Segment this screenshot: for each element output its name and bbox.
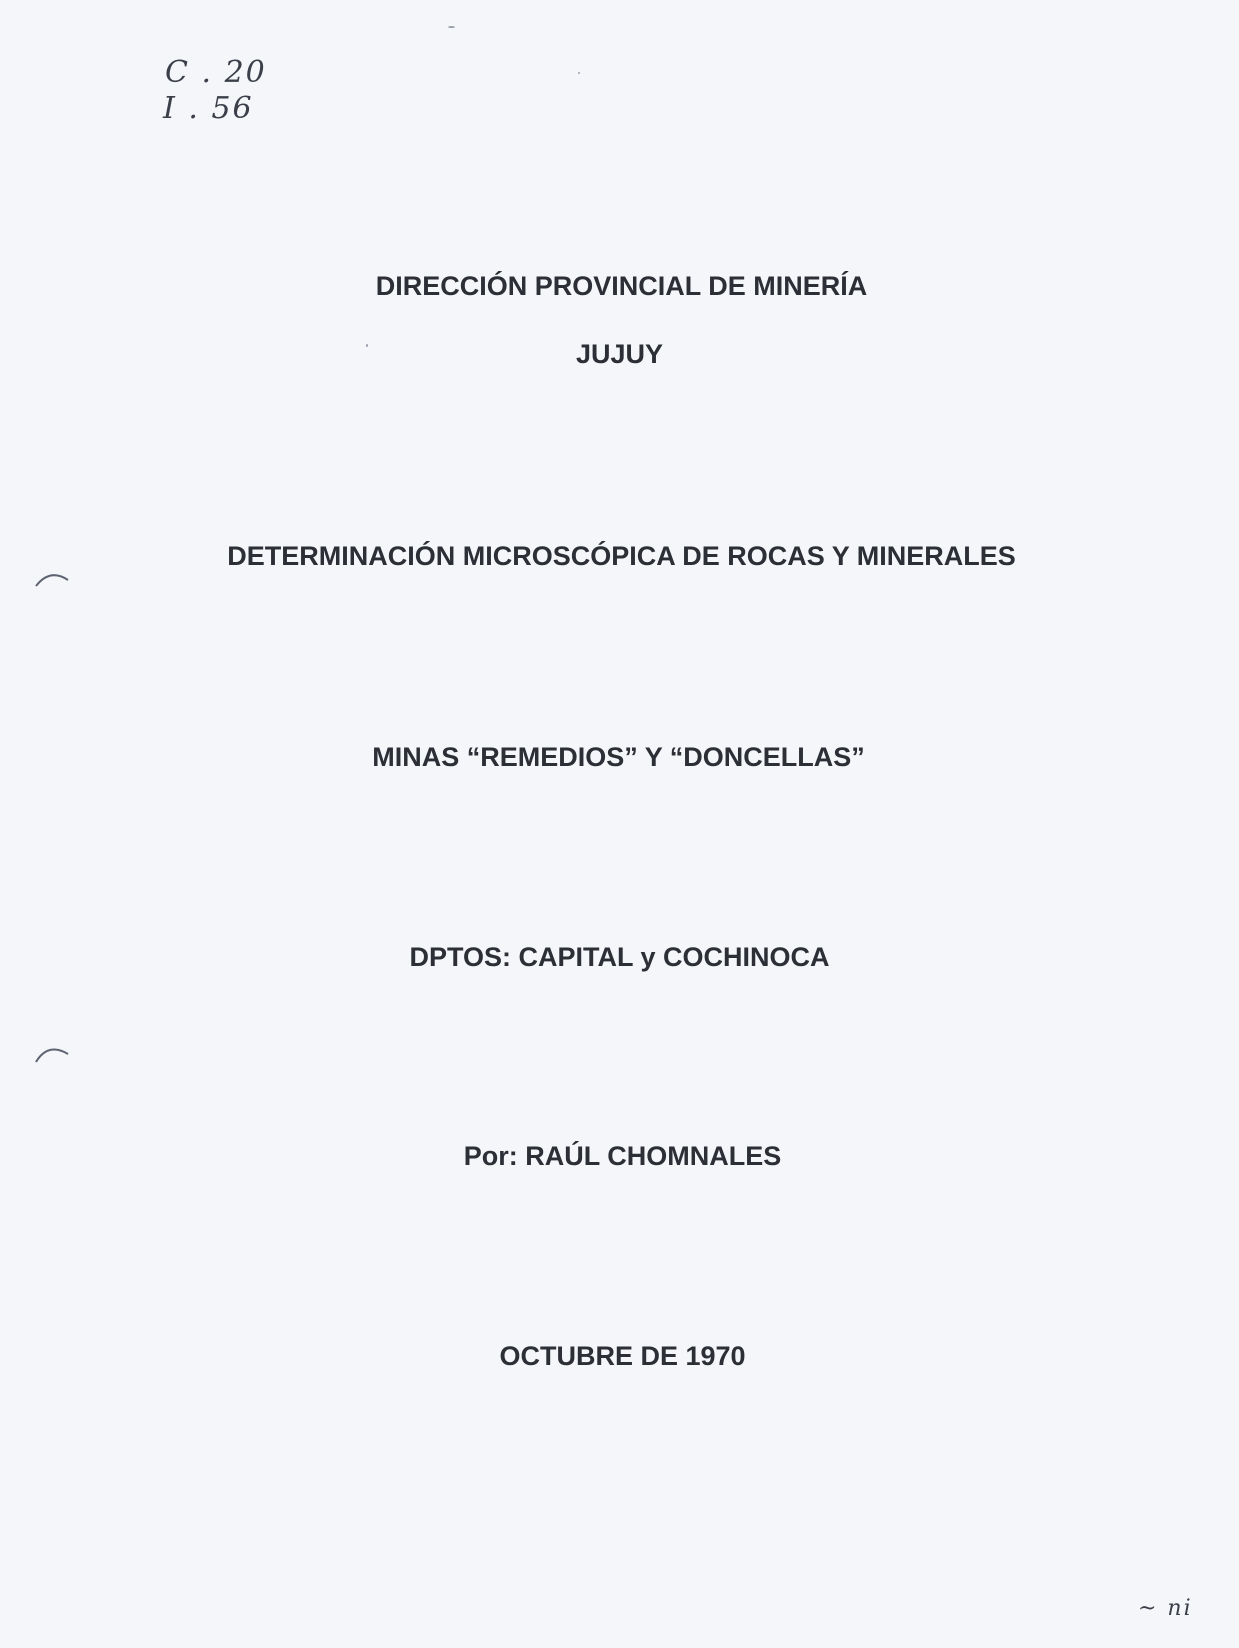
- departments-line: DPTOS: CAPITAL y COCHINOCA: [409, 942, 830, 972]
- scan-speck: [578, 72, 580, 74]
- mines-subtitle: MINAS “REMEDIOS” Y “DONCELLAS”: [372, 742, 865, 772]
- author-line: Por: RAÚL CHOMNALES: [463, 1141, 782, 1171]
- handwritten-code-top: C . 20: [165, 55, 267, 90]
- handwritten-code-bottom: I . 56: [163, 91, 254, 126]
- punch-hole-arc-icon: [34, 1040, 70, 1064]
- institution-heading: DIRECCIÓN PROVINCIAL DE MINERÍA: [375, 271, 868, 301]
- date-line: OCTUBRE DE 1970: [499, 1341, 746, 1371]
- handwritten-corner-mark: ~ ni: [1138, 1596, 1193, 1621]
- province-heading: JUJUY: [575, 339, 664, 369]
- scan-speck: [448, 26, 455, 28]
- document-title: DETERMINACIÓN MICROSCÓPICA DE ROCAS Y MINERALES: [227, 541, 1016, 571]
- punch-hole-arc-icon: [34, 566, 70, 590]
